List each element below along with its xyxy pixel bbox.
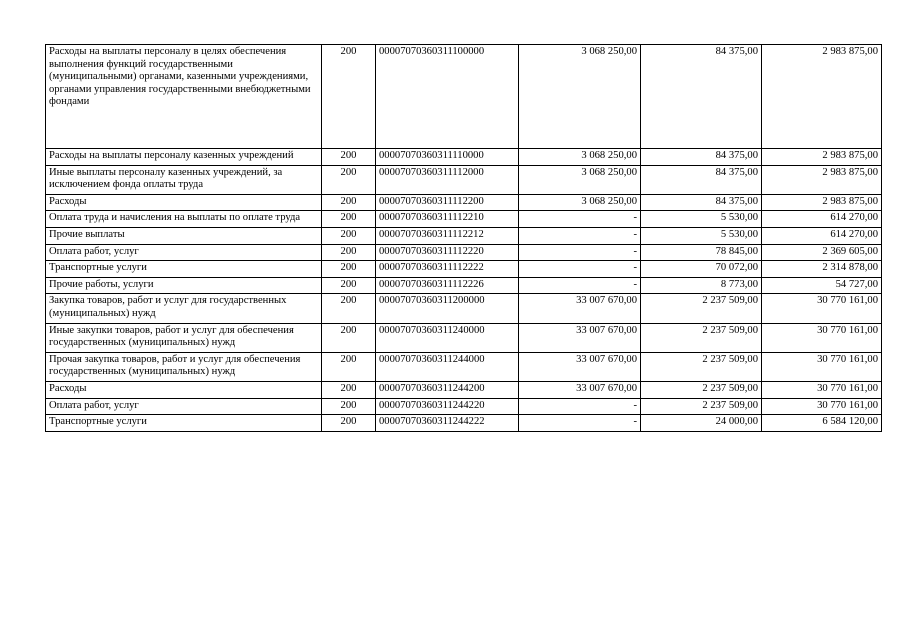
row-code-cell: 200	[322, 244, 376, 261]
row-unexecuted-cell: 2 314 878,00	[762, 261, 882, 278]
table-row	[46, 149, 882, 166]
row-name-cell: Прочие работы, услуги	[46, 277, 322, 294]
table-row	[46, 244, 882, 261]
row-approved-cell: -	[519, 211, 641, 228]
budget-execution-table	[45, 44, 882, 432]
table-body	[46, 45, 882, 432]
row-kbk-cell: 00007070360311112212	[376, 227, 519, 244]
row-unexecuted-cell: 2 983 875,00	[762, 194, 882, 211]
row-name-cell: Оплата труда и начисления на выплаты по оплате труда	[46, 211, 322, 228]
row-approved-cell: -	[519, 244, 641, 261]
row-executed-cell: 2 237 509,00	[641, 381, 762, 398]
row-code-cell: 200	[322, 381, 376, 398]
row-code-cell: 200	[322, 149, 376, 166]
row-kbk-cell: 00007070360311244200	[376, 381, 519, 398]
row-name-cell: Оплата работ, услуг	[46, 398, 322, 415]
row-executed-cell: 5 530,00	[641, 211, 762, 228]
row-kbk-cell: 00007070360311112226	[376, 277, 519, 294]
row-unexecuted-cell: 30 770 161,00	[762, 294, 882, 323]
row-kbk-cell: 00007070360311100000	[376, 45, 519, 149]
row-unexecuted-cell: 30 770 161,00	[762, 381, 882, 398]
table-row	[46, 261, 882, 278]
table-row	[46, 294, 882, 323]
table-row	[46, 398, 882, 415]
table-row	[46, 211, 882, 228]
row-kbk-cell: 00007070360311112200	[376, 194, 519, 211]
row-executed-cell: 78 845,00	[641, 244, 762, 261]
row-name-cell: Закупка товаров, работ и услуг для государственных (муниципальных) нужд	[46, 294, 322, 323]
table-row	[46, 381, 882, 398]
row-approved-cell: 3 068 250,00	[519, 165, 641, 194]
row-kbk-cell: 00007070360311240000	[376, 323, 519, 352]
row-approved-cell: -	[519, 398, 641, 415]
row-approved-cell: 3 068 250,00	[519, 45, 641, 149]
row-approved-cell: -	[519, 277, 641, 294]
row-executed-cell: 2 237 509,00	[641, 323, 762, 352]
row-code-cell: 200	[322, 398, 376, 415]
row-code-cell: 200	[322, 277, 376, 294]
row-name-cell: Расходы	[46, 194, 322, 211]
row-name-cell: Оплата работ, услуг	[46, 244, 322, 261]
row-unexecuted-cell: 2 983 875,00	[762, 165, 882, 194]
table-row	[46, 45, 882, 149]
row-name-cell: Прочие выплаты	[46, 227, 322, 244]
document-page	[45, 44, 881, 432]
row-executed-cell: 84 375,00	[641, 194, 762, 211]
row-executed-cell: 2 237 509,00	[641, 352, 762, 381]
row-name-cell: Транспортные услуги	[46, 415, 322, 432]
row-unexecuted-cell: 2 983 875,00	[762, 45, 882, 149]
row-code-cell: 200	[322, 45, 376, 149]
row-kbk-cell: 00007070360311110000	[376, 149, 519, 166]
row-code-cell: 200	[322, 211, 376, 228]
row-approved-cell: 33 007 670,00	[519, 294, 641, 323]
row-code-cell: 200	[322, 352, 376, 381]
row-code-cell: 200	[322, 165, 376, 194]
row-unexecuted-cell: 2 983 875,00	[762, 149, 882, 166]
row-unexecuted-cell: 614 270,00	[762, 227, 882, 244]
row-name-cell: Расходы	[46, 381, 322, 398]
row-approved-cell: -	[519, 261, 641, 278]
row-approved-cell: -	[519, 227, 641, 244]
row-approved-cell: 33 007 670,00	[519, 323, 641, 352]
row-kbk-cell: 00007070360311244000	[376, 352, 519, 381]
row-executed-cell: 24 000,00	[641, 415, 762, 432]
row-name-cell: Иные выплаты персоналу казенных учреждений, за исключением фонда оплаты труда	[46, 165, 322, 194]
row-executed-cell: 84 375,00	[641, 45, 762, 149]
row-unexecuted-cell: 54 727,00	[762, 277, 882, 294]
row-executed-cell: 2 237 509,00	[641, 294, 762, 323]
row-name-cell: Расходы на выплаты персоналу в целях обеспечения выполнения функций государственными (муниципальными) органами, казенными учреждениями, органами управления государственными внебюджетными фондами	[46, 45, 322, 149]
row-code-cell: 200	[322, 261, 376, 278]
row-unexecuted-cell: 30 770 161,00	[762, 398, 882, 415]
row-code-cell: 200	[322, 415, 376, 432]
row-unexecuted-cell: 30 770 161,00	[762, 323, 882, 352]
table-row	[46, 415, 882, 432]
row-unexecuted-cell: 2 369 605,00	[762, 244, 882, 261]
row-name-cell: Транспортные услуги	[46, 261, 322, 278]
row-name-cell: Прочая закупка товаров, работ и услуг для обеспечения государственных (муниципальных) нужд	[46, 352, 322, 381]
row-code-cell: 200	[322, 323, 376, 352]
row-executed-cell: 70 072,00	[641, 261, 762, 278]
row-kbk-cell: 00007070360311112222	[376, 261, 519, 278]
row-approved-cell: -	[519, 415, 641, 432]
row-unexecuted-cell: 6 584 120,00	[762, 415, 882, 432]
row-executed-cell: 84 375,00	[641, 165, 762, 194]
row-approved-cell: 3 068 250,00	[519, 194, 641, 211]
table-row	[46, 165, 882, 194]
row-unexecuted-cell: 614 270,00	[762, 211, 882, 228]
row-name-cell: Расходы на выплаты персоналу казенных учреждений	[46, 149, 322, 166]
row-approved-cell: 33 007 670,00	[519, 381, 641, 398]
row-unexecuted-cell: 30 770 161,00	[762, 352, 882, 381]
row-executed-cell: 8 773,00	[641, 277, 762, 294]
row-kbk-cell: 00007070360311112220	[376, 244, 519, 261]
row-kbk-cell: 00007070360311200000	[376, 294, 519, 323]
table-row	[46, 323, 882, 352]
row-approved-cell: 3 068 250,00	[519, 149, 641, 166]
table-row	[46, 194, 882, 211]
row-code-cell: 200	[322, 294, 376, 323]
row-kbk-cell: 00007070360311244220	[376, 398, 519, 415]
row-name-cell: Иные закупки товаров, работ и услуг для обеспечения государственных (муниципальных) нужд	[46, 323, 322, 352]
table-row	[46, 227, 882, 244]
row-approved-cell: 33 007 670,00	[519, 352, 641, 381]
row-code-cell: 200	[322, 194, 376, 211]
row-kbk-cell: 00007070360311112210	[376, 211, 519, 228]
row-code-cell: 200	[322, 227, 376, 244]
row-executed-cell: 2 237 509,00	[641, 398, 762, 415]
row-kbk-cell: 00007070360311244222	[376, 415, 519, 432]
row-executed-cell: 84 375,00	[641, 149, 762, 166]
row-kbk-cell: 00007070360311112000	[376, 165, 519, 194]
row-executed-cell: 5 530,00	[641, 227, 762, 244]
table-row	[46, 277, 882, 294]
table-row	[46, 352, 882, 381]
